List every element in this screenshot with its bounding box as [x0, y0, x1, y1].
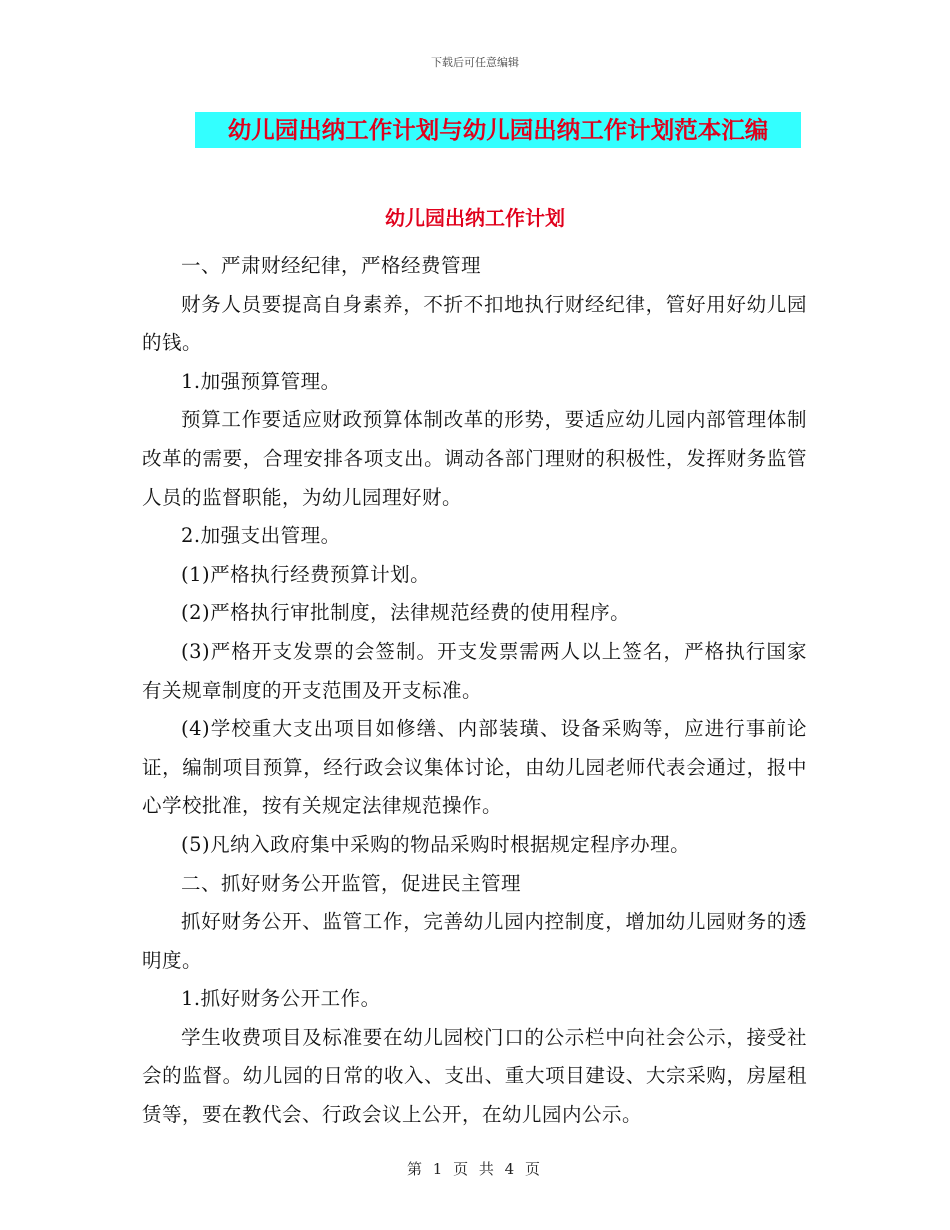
paragraph-list-item: (2)严格执行审批制度，法律规范经费的使用程序。 [181, 601, 631, 625]
section-title: 幼儿园出纳工作计划 [385, 206, 565, 230]
paragraph: 抓好财务公开、监管工作，完善幼儿园内控制度，增加幼儿园财务的透明度。 [142, 910, 807, 972]
paragraph-list-item: (5)凡纳入政府集中采购的物品采购时根据规定程序办理。 [181, 832, 691, 856]
paragraph: 预算工作要适应财政预算体制改革的形势，要适应幼儿园内部管理体制改革的需要，合理安排各项支出。调动各部门理财的积极性，发挥财务监管人员的监督职能，为幼儿园理好财。 [142, 408, 807, 509]
paragraph-subheading: 1.加强预算管理。 [181, 369, 341, 393]
document-body [142, 247, 807, 1135]
paragraph-subheading: 2.加强支出管理。 [181, 524, 341, 548]
page-number-footer: 第 1 页 共 4 页 [407, 1160, 543, 1178]
paragraph-list-item: (4)学校重大支出项目如修缮、内部装璜、设备采购等，应进行事前论证，编制项目预算，经行政会议集体讨论，由幼儿园老师代表会通过，报中心学校批准，按有关规定法律规范操作。 [142, 717, 807, 818]
paragraph: 学生收费项目及标准要在幼儿园校门口的公示栏中向社会公示，接受社会的监督。幼儿园的日常的收入、支出、重大项目建设、大宗采购，房屋租赁等，要在教代会、行政会议上公开，在幼儿园内公示。 [142, 1025, 807, 1127]
paragraph-list-item: (1)严格执行经费预算计划。 [181, 562, 431, 586]
paragraph-heading-2: 二、抓好财务公开监管，促进民主管理 [181, 871, 522, 895]
paragraph-heading-1: 一、严肃财经纪律，严格经费管理 [181, 254, 482, 277]
document-main-title: 幼儿园出纳工作计划与幼儿园出纳工作计划范本汇编 [195, 112, 801, 148]
paragraph-list-item: (3)严格开支发票的会签制。开支发票需两人以上签名，严格执行国家有关规章制度的开支范围及开支标准。 [142, 639, 807, 702]
header-note: 下载后可任意编辑 [431, 56, 519, 69]
paragraph-subheading: 1.抓好财务公开工作。 [181, 987, 381, 1011]
paragraph: 财务人员要提高自身素养，不折不扣地执行财经纪律，管好用好幼儿园的钱。 [142, 292, 807, 355]
